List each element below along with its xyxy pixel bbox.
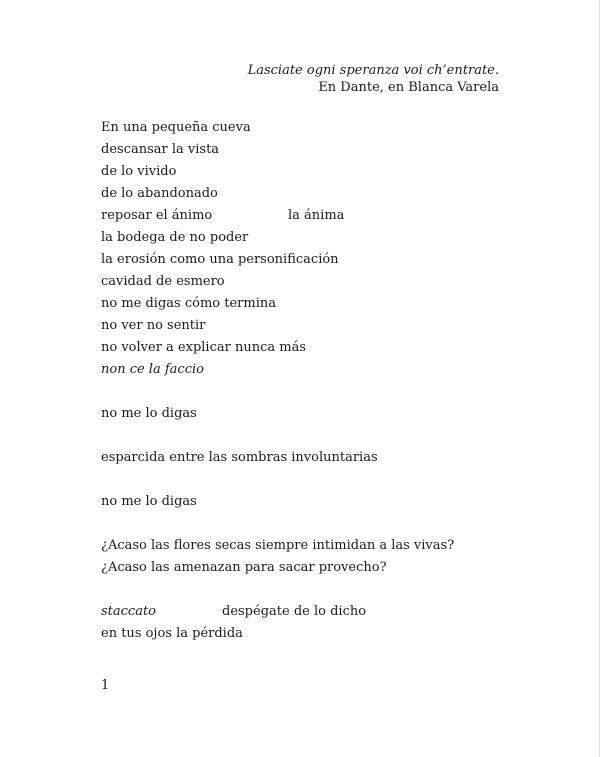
poem-line-split — [101, 205, 454, 227]
poem-line: de lo abandonado — [101, 186, 218, 201]
stanza-break — [101, 425, 454, 447]
poem-line-right: la ánima — [288, 208, 345, 223]
poem-line: ¿Acaso las flores secas siempre intimidan a las vivas? — [101, 538, 455, 553]
poem-line: no me lo digas — [101, 494, 197, 509]
page-number: 1 — [101, 678, 110, 693]
stanza-break — [101, 513, 454, 535]
poem-line: no me digas cómo termina — [101, 296, 276, 311]
epigraph-quote: Lasciate ogni speranza voi ch’entrate. — [247, 63, 499, 78]
poem-line: esparcida entre las sombras involuntarias — [101, 450, 378, 465]
poem-line: la erosión como una personificación — [101, 252, 339, 267]
poem-line-right: despégate de lo dicho — [222, 604, 367, 619]
stanza-break — [101, 381, 454, 403]
poem-line: de lo vivido — [101, 164, 177, 179]
epigraph-attribution: En Dante, en Blanca Varela — [318, 80, 499, 95]
poem-line-left: reposar el ánimo — [101, 208, 213, 223]
poem-line: descansar la vista — [101, 142, 220, 157]
poem-line: cavidad de esmero — [101, 274, 225, 289]
poem-line: no volver a explicar nunca más — [101, 340, 306, 355]
poem-line: no ver no sentir — [101, 318, 206, 333]
poem-line: En una pequeña cueva — [101, 120, 251, 135]
poem-line: ¿Acaso las amenazan para sacar provecho? — [101, 560, 387, 575]
stanza-break — [101, 469, 454, 491]
poem-line-split — [101, 601, 454, 623]
epigraph — [248, 62, 499, 96]
poem-line-italic: non ce la faccio — [101, 362, 204, 377]
stanza-break — [101, 579, 454, 601]
poem-line: en tus ojos la pérdida — [101, 626, 243, 641]
poem-body — [101, 117, 454, 645]
poem-line-left: staccato — [101, 604, 157, 619]
poem-line: la bodega de no poder — [101, 230, 249, 245]
poem-line: no me lo digas — [101, 406, 197, 421]
